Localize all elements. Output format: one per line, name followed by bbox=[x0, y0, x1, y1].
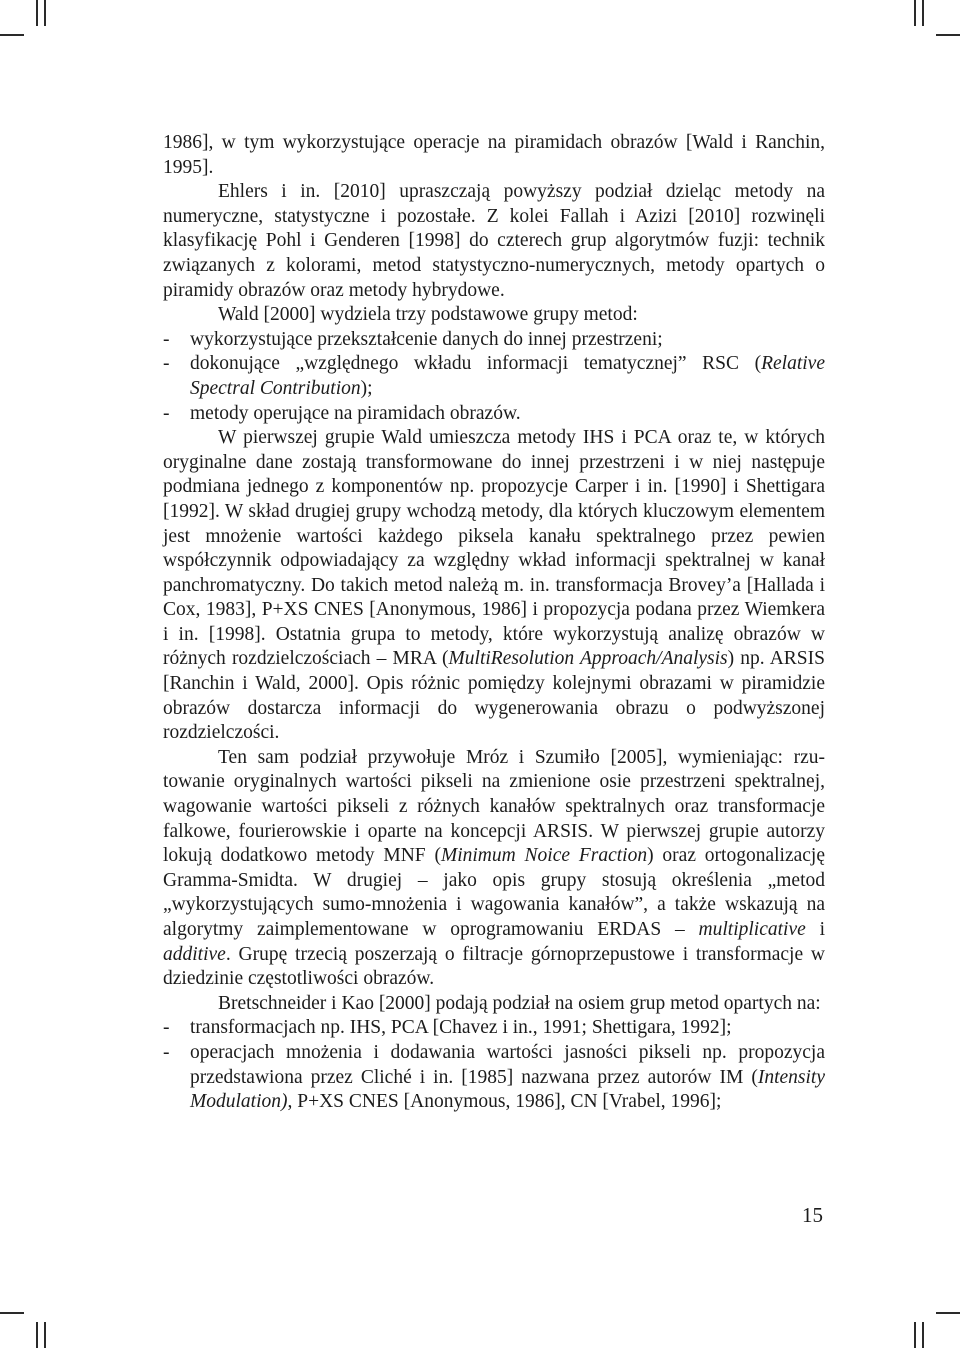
italic-term: additive bbox=[163, 943, 226, 965]
list-dash: - bbox=[163, 402, 170, 424]
list-item: - dokonujące „względnego wkładu informacji tematycznej” RSC (Relative Spectral Contribution); bbox=[163, 353, 825, 399]
list-item: - wykorzystujące przekształcenie danych do innej przestrzeni; bbox=[163, 328, 825, 353]
list-item: - operacjach mnożenia i dodawania wartości jasności pikseli np. propozycja przedstawiona przez Cliché i in. [1985] nazwana przez autorów IM (Intensity Modulation), P+XS CNES [Anonymous, 1986], CN [Vrabel, 1996]; bbox=[163, 1041, 825, 1113]
italic-term: Minimum Noice Fraction bbox=[440, 845, 648, 867]
italic-term: Intensity Modulation) bbox=[190, 1066, 825, 1113]
list-dash: - bbox=[163, 1041, 170, 1063]
paragraph-first-group: W pierwszej grupie Wald umieszcza metody IHS i PCA oraz te, w których oryginalne dane zostają transformowane do innej przestrzeni i w niej następuje podmiana jednego z komponentów np. propozycje Carper i in. [1990] i Shettigara [1992]. W skład drugiej grupy wchodzą metody, dla których kluczowym elementem jest mnożenie wartości każdego piksela kanału spektralnego przez pewien współczynnik odpowiadający za względny wkład informacji spektralnej w kanał panchromatyczny. Do takich metod należą m. in. transformacja Brovey’a [Hallada i Cox, 1983], P+XS CNES [Anonymous, 1986] i propozycja podana przez Wiemkera i in. [1998]. Ostatnia grupa to metody, które wykorzystują analizę obrazów w różnych rozdzielczościach – MRA (MultiResolution Approach/Analysis) np. ARSIS [Ranchin i Wald, 2000]. Opis różnic pomiędzy kolejnymi obrazami w piramidzie obrazów dostarcza informacji do wygenerowania obrazu o podwyższonej rozdzielczości. bbox=[163, 427, 825, 744]
page-number: 15 bbox=[802, 1203, 823, 1227]
list-dash: - bbox=[163, 1017, 170, 1039]
list-item: - metody operujące na piramidach obrazów. bbox=[163, 402, 825, 427]
list-item: - transformacjach np. IHS, PCA [Chavez i in., 1991; Shettigara, 1992]; bbox=[163, 1016, 825, 1041]
italic-term: Relative Spectral Contribution bbox=[190, 353, 825, 399]
bretschneider-method-list bbox=[163, 1016, 825, 1114]
paragraph-continued: 1986], w tym wykorzystujące operacje na piramidach obrazów [Wald i Ranchin, 1995]. bbox=[163, 132, 825, 178]
wald-method-list bbox=[163, 328, 825, 426]
paragraph-wald-intro: Wald [2000] wydziela trzy podstawowe grupy metod: bbox=[218, 304, 638, 326]
paragraph-mroz-szumilo: Ten sam podział przywołuje Mróz i Szumiło [2005], wymieniając: rzutowanie oryginalnych wartości pikseli na zmienione osie przestrzeni spektralnej, wagowanie wartości pikseli z różnych kanałów spektralnych oraz transformacje falkowe, fourierowskie i oparte na koncepcji ARSIS. W pierwszej grupie autorzy lokują dodatkowo metody MNF (Minimum Noice Fraction) oraz ortogonalizację Gramma-Smidta. W drugiej – jako opis grupy stosują określenia „metod „wykorzystujących sumo-mnożenia i wagowania kanałów”, a także wskazują na algorytmy zaimplementowane w oprogramowaniu ERDAS – multiplicative i additive. Grupę trzecią poszerzają o filtracje górnoprzepustowe i transformacje w dziedzinie częstotliwości obrazów. bbox=[163, 746, 826, 990]
list-dash: - bbox=[163, 328, 170, 350]
italic-term: multiplicative bbox=[698, 919, 806, 940]
body-text bbox=[163, 131, 825, 1115]
list-dash: - bbox=[163, 353, 170, 375]
italic-term: MultiResolution Approach/Analysis bbox=[448, 648, 728, 670]
paragraph-ehlers: Ehlers i in. [2010] upraszczają powyższy podział dzieląc metody na numeryczne, statystyczne i pozostałe. Z kolei Fallah i Azizi [2010] rozwinęli klasyfikację Pohl i Genderen [1998] do czterech grup algorytmów fuzji: technik związanych z kolorami, metod statystyczno-numerycznych, metody opartych o piramidy obrazów oraz metody hybrydowe. bbox=[163, 181, 825, 301]
paragraph-bretschneider: Bretschneider i Kao [2000] podają podział na osiem grup metod opartych na: bbox=[218, 992, 821, 1014]
